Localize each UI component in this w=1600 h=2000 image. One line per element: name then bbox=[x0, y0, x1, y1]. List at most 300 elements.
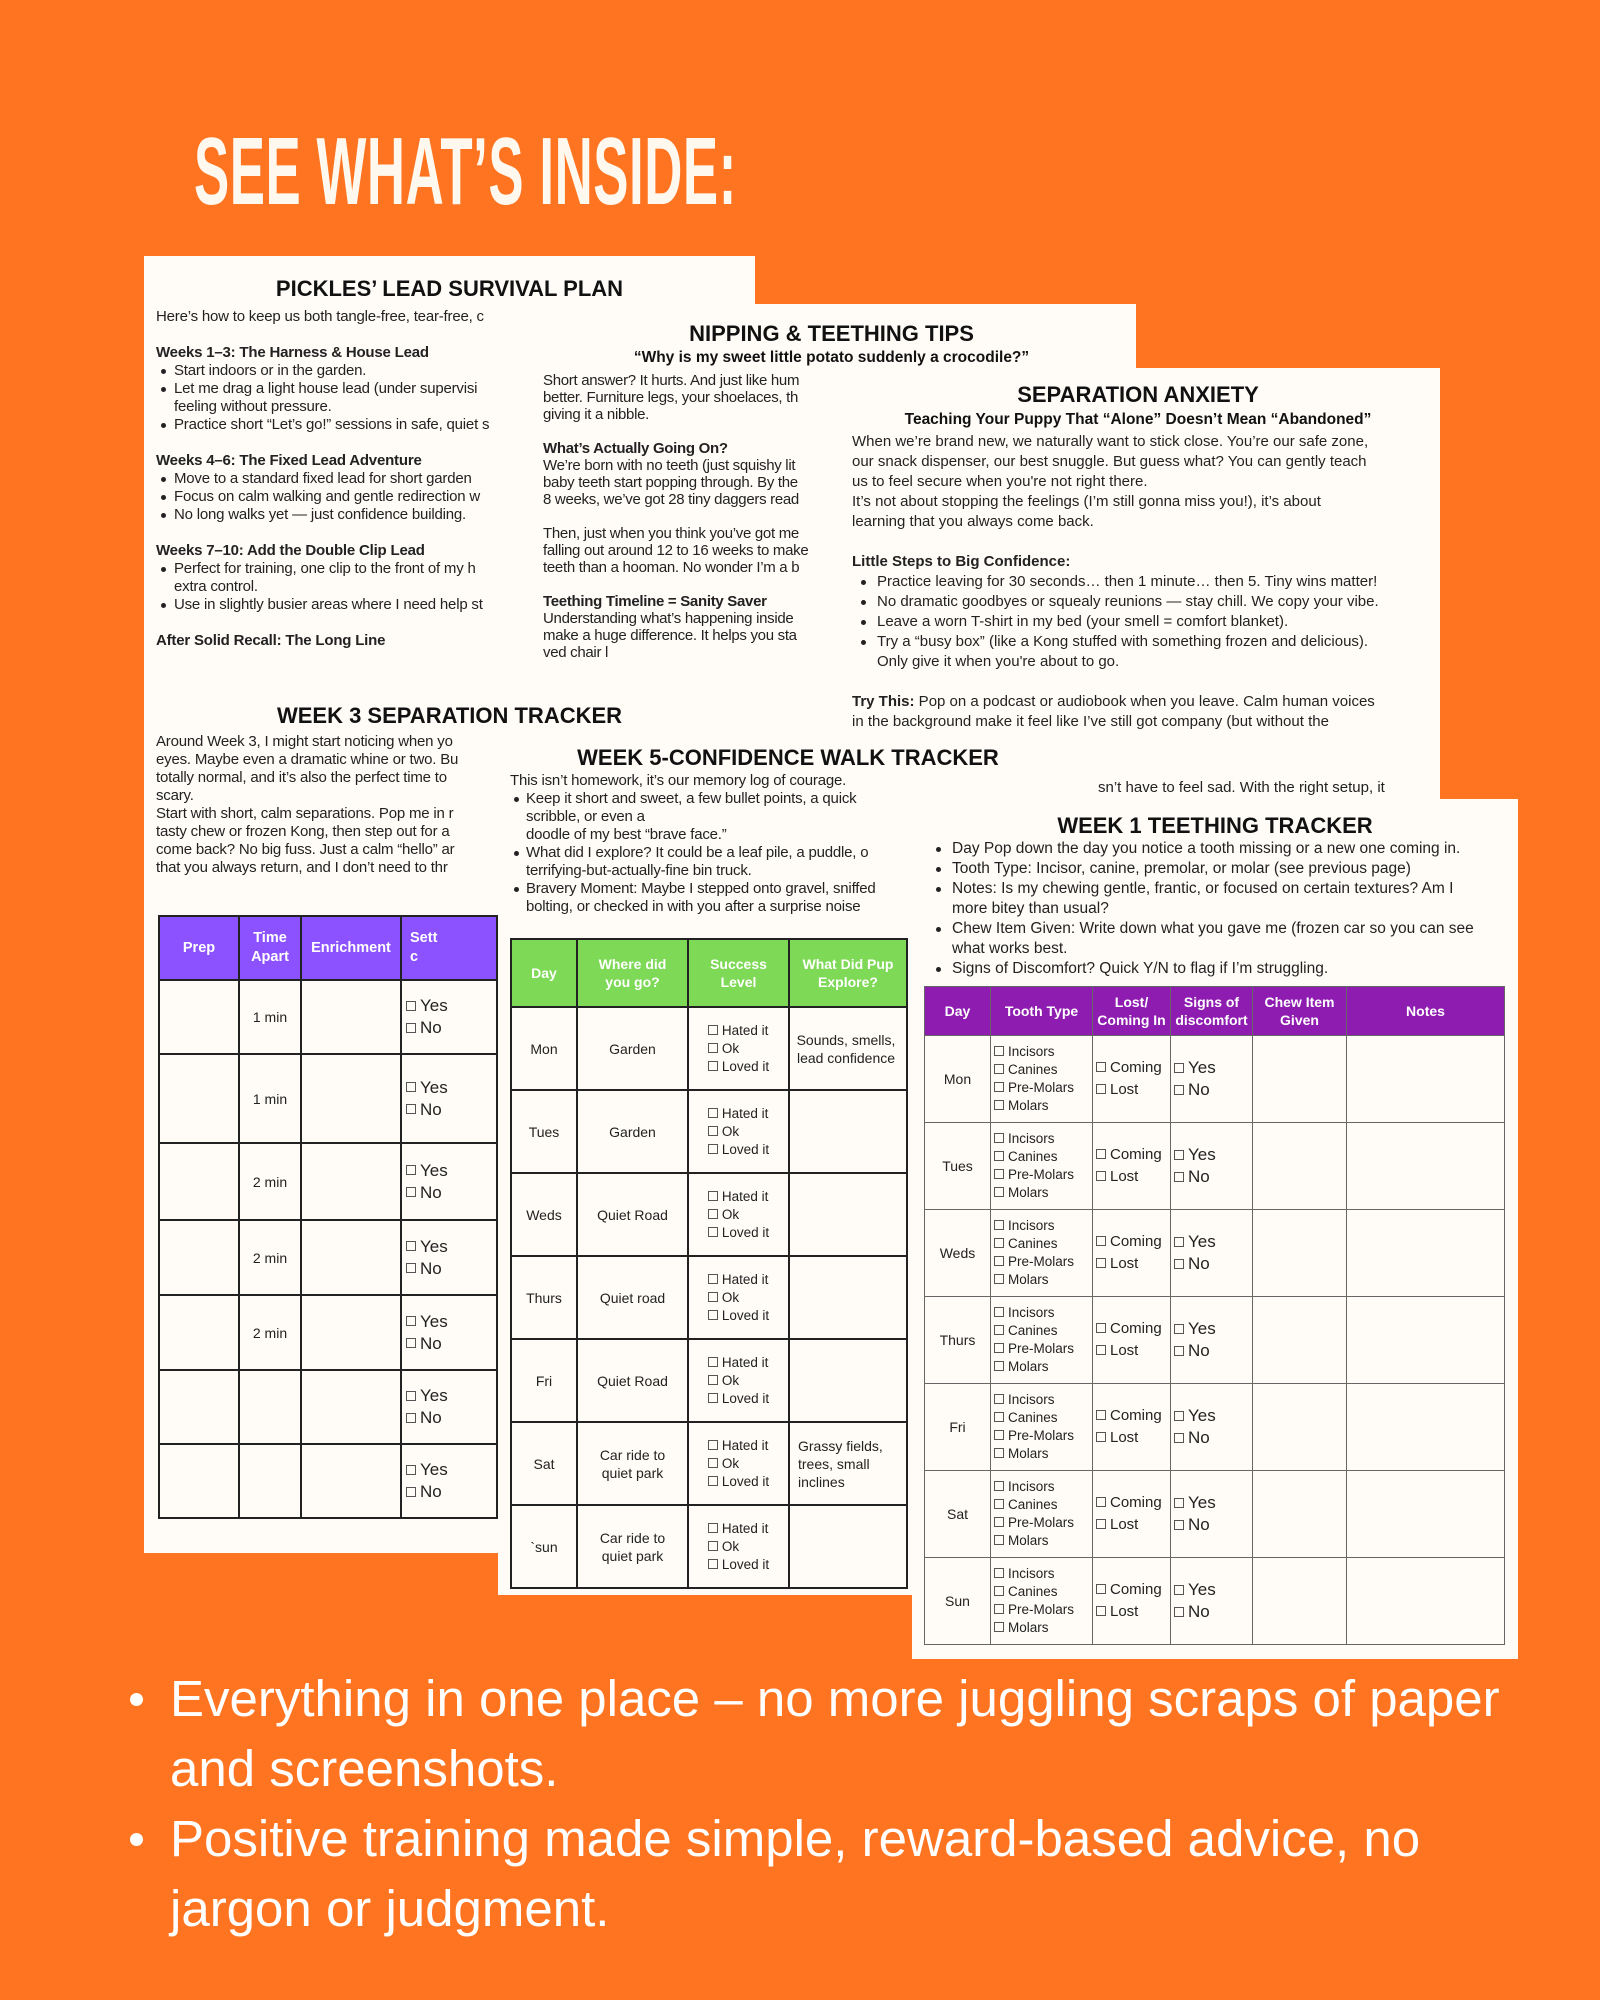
table-cell[interactable]: Thurs bbox=[511, 1256, 577, 1339]
table-row bbox=[511, 1505, 907, 1588]
checkbox[interactable] bbox=[1174, 1346, 1184, 1356]
checkbox-label: Canines bbox=[1008, 1062, 1058, 1077]
checkbox[interactable] bbox=[1174, 1498, 1184, 1508]
checkbox[interactable] bbox=[1096, 1497, 1106, 1507]
text: Leave a worn T-shirt in my bed (your smell = comfort blanket). bbox=[877, 613, 1289, 630]
table-cell[interactable] bbox=[159, 1220, 239, 1295]
checkbox[interactable] bbox=[994, 1169, 1004, 1179]
table-cell[interactable]: 1 min bbox=[239, 1054, 301, 1143]
checkbox-label: Canines bbox=[1008, 1149, 1058, 1164]
table-cell[interactable] bbox=[159, 1444, 239, 1518]
checkbox[interactable] bbox=[708, 1541, 718, 1551]
text: eyes. Maybe even a dramatic whine or two. Bu bbox=[156, 751, 459, 768]
table-cell bbox=[1093, 1558, 1171, 1645]
bullet-icon bbox=[130, 1833, 143, 1846]
checkbox-label: Ok bbox=[721, 1123, 740, 1139]
checkbox[interactable] bbox=[708, 1061, 718, 1071]
bullet-icon bbox=[514, 851, 519, 856]
checkbox[interactable] bbox=[994, 1082, 1004, 1092]
bullet-icon bbox=[936, 927, 941, 932]
table-cell bbox=[1093, 1297, 1171, 1384]
checkbox-option bbox=[994, 1184, 1074, 1202]
checkbox-option bbox=[406, 1311, 448, 1333]
checkbox[interactable] bbox=[994, 1430, 1004, 1440]
checkbox-label: Pre-Molars bbox=[1008, 1254, 1075, 1269]
checkbox[interactable] bbox=[708, 1292, 718, 1302]
checkbox[interactable] bbox=[1096, 1062, 1106, 1072]
checkbox[interactable] bbox=[994, 1448, 1004, 1458]
table-cell[interactable] bbox=[1253, 1558, 1347, 1645]
checkbox-option bbox=[1174, 1427, 1216, 1449]
column-header: Sett c bbox=[401, 916, 497, 980]
table-cell[interactable] bbox=[301, 1370, 401, 1444]
text: We’re born with no teeth (just squishy lit bbox=[543, 457, 796, 474]
checkbox-label: Canines bbox=[1008, 1410, 1058, 1425]
table-cell[interactable] bbox=[1347, 1297, 1505, 1384]
table-cell[interactable]: Fri bbox=[925, 1384, 991, 1471]
checkbox[interactable] bbox=[1174, 1411, 1184, 1421]
checkbox-option bbox=[708, 1455, 769, 1473]
page-body bbox=[156, 308, 524, 650]
checkbox-option bbox=[708, 1372, 769, 1390]
checkbox[interactable] bbox=[1096, 1323, 1106, 1333]
checkbox[interactable] bbox=[708, 1191, 718, 1201]
table-row bbox=[925, 1210, 1505, 1297]
checkbox-option bbox=[708, 1224, 769, 1242]
checkbox-label: No bbox=[420, 1182, 442, 1202]
bullet-icon bbox=[936, 967, 941, 972]
table-cell[interactable] bbox=[159, 980, 239, 1054]
checkbox-label: Molars bbox=[1008, 1533, 1049, 1548]
checkbox[interactable] bbox=[406, 1465, 416, 1475]
table-cell bbox=[401, 1295, 497, 1370]
page-text-fragment: sn’t have to feel sad. With the right setup, it bbox=[1098, 779, 1385, 796]
text: Then, just when you think you’ve got me bbox=[543, 525, 799, 542]
checkbox[interactable] bbox=[406, 1165, 416, 1175]
checkbox-option bbox=[994, 1445, 1074, 1463]
table-cell[interactable] bbox=[1253, 1123, 1347, 1210]
checkbox-option bbox=[1174, 1601, 1216, 1623]
checkbox-option bbox=[1096, 1057, 1162, 1079]
checkbox[interactable] bbox=[1096, 1584, 1106, 1594]
table-cell[interactable]: Grassy fields, trees, small inclines bbox=[789, 1422, 907, 1505]
text: doodle of my best “brave face.” bbox=[526, 826, 727, 843]
checkbox[interactable] bbox=[1096, 1410, 1106, 1420]
checkbox[interactable] bbox=[708, 1357, 718, 1367]
table-cell[interactable] bbox=[1253, 1297, 1347, 1384]
checkbox-option bbox=[1096, 1144, 1162, 1166]
bullet-icon bbox=[936, 867, 941, 872]
checkbox-option bbox=[708, 1289, 769, 1307]
checkbox-option bbox=[1096, 1492, 1162, 1514]
checkbox[interactable] bbox=[994, 1535, 1004, 1545]
checkbox-group bbox=[1096, 1144, 1162, 1188]
table-cell[interactable]: Garden bbox=[577, 1007, 688, 1090]
checkbox[interactable] bbox=[1174, 1063, 1184, 1073]
checkbox[interactable] bbox=[708, 1523, 718, 1533]
feature-bullet bbox=[170, 1664, 1570, 1804]
table-cell[interactable]: Sat bbox=[511, 1422, 577, 1505]
text-line bbox=[543, 457, 835, 474]
table-cell[interactable] bbox=[1253, 1384, 1347, 1471]
checkbox-option bbox=[708, 1141, 769, 1159]
checkbox-option bbox=[708, 1123, 769, 1141]
text-line bbox=[543, 491, 835, 508]
checkbox[interactable] bbox=[406, 1263, 416, 1273]
teething-tracker-table bbox=[924, 986, 1505, 1645]
table-cell[interactable]: Weds bbox=[511, 1173, 577, 1256]
checkbox[interactable] bbox=[994, 1064, 1004, 1074]
checkbox-group bbox=[708, 1022, 769, 1076]
checkbox[interactable] bbox=[994, 1568, 1004, 1578]
checkbox-group bbox=[994, 1565, 1074, 1637]
checkbox[interactable] bbox=[994, 1220, 1004, 1230]
table-cell bbox=[1093, 1123, 1171, 1210]
checkbox-label: Loved it bbox=[721, 1224, 770, 1240]
checkbox-label: Lost bbox=[1110, 1081, 1139, 1098]
table-cell[interactable]: Tues bbox=[511, 1090, 577, 1173]
table-cell[interactable] bbox=[1347, 1210, 1505, 1297]
table-cell[interactable]: Mon bbox=[925, 1036, 991, 1123]
table-cell[interactable] bbox=[789, 1256, 907, 1339]
table-cell[interactable] bbox=[301, 1143, 401, 1220]
checkbox[interactable] bbox=[1096, 1345, 1106, 1355]
checkbox[interactable] bbox=[994, 1307, 1004, 1317]
text: What’s Actually Going On? bbox=[543, 440, 728, 457]
checkbox[interactable] bbox=[708, 1393, 718, 1403]
table-cell[interactable]: Garden bbox=[577, 1090, 688, 1173]
text-line bbox=[926, 939, 1506, 959]
text-line bbox=[543, 389, 835, 406]
table-cell[interactable]: Quiet Road bbox=[577, 1339, 688, 1422]
checkbox-option bbox=[708, 1206, 769, 1224]
table-cell[interactable] bbox=[301, 1054, 401, 1143]
checkbox[interactable] bbox=[1174, 1607, 1184, 1617]
table-cell[interactable]: Car ride to quiet park bbox=[577, 1422, 688, 1505]
checkbox-group bbox=[1174, 1405, 1216, 1449]
table-cell[interactable]: Weds bbox=[925, 1210, 991, 1297]
table-cell[interactable]: `sun bbox=[511, 1505, 577, 1588]
page-title: SEPARATION ANXIETY bbox=[1017, 382, 1259, 407]
checkbox[interactable] bbox=[1096, 1084, 1106, 1094]
checkbox[interactable] bbox=[708, 1043, 718, 1053]
checkbox[interactable] bbox=[994, 1586, 1004, 1596]
checkbox[interactable] bbox=[708, 1310, 718, 1320]
checkbox[interactable] bbox=[1096, 1606, 1106, 1616]
text-line bbox=[543, 610, 835, 627]
text: Only give it when you're about to go. bbox=[877, 653, 1120, 670]
checkbox[interactable] bbox=[406, 1001, 416, 1011]
checkbox[interactable] bbox=[406, 1413, 416, 1423]
checkbox[interactable] bbox=[1096, 1171, 1106, 1181]
checkbox[interactable] bbox=[708, 1375, 718, 1385]
table-cell bbox=[1171, 1210, 1253, 1297]
table-cell[interactable] bbox=[239, 1444, 301, 1518]
checkbox[interactable] bbox=[708, 1559, 718, 1569]
checkbox-group bbox=[994, 1130, 1074, 1202]
bullet-icon bbox=[161, 495, 166, 500]
bullet-item bbox=[156, 362, 524, 380]
checkbox[interactable] bbox=[1096, 1236, 1106, 1246]
page-body bbox=[852, 432, 1427, 732]
checkbox-label: Yes bbox=[420, 1236, 448, 1256]
checkbox[interactable] bbox=[994, 1187, 1004, 1197]
table-cell[interactable] bbox=[159, 1370, 239, 1444]
checkbox-label: Molars bbox=[1008, 1185, 1049, 1200]
checkbox[interactable] bbox=[708, 1476, 718, 1486]
text: Chew Item Given: Write down what you gave me (frozen car so you can see bbox=[952, 920, 1474, 937]
checkbox[interactable] bbox=[1174, 1585, 1184, 1595]
checkbox[interactable] bbox=[1174, 1433, 1184, 1443]
table-cell[interactable]: Thurs bbox=[925, 1297, 991, 1384]
checkbox[interactable] bbox=[994, 1256, 1004, 1266]
checkbox[interactable] bbox=[406, 1241, 416, 1251]
checkbox-option bbox=[1096, 1514, 1162, 1536]
checkbox[interactable] bbox=[994, 1517, 1004, 1527]
checkbox-label: Pre-Molars bbox=[1008, 1167, 1075, 1182]
table-cell bbox=[991, 1471, 1093, 1558]
checkbox[interactable] bbox=[708, 1126, 718, 1136]
checkbox[interactable] bbox=[994, 1100, 1004, 1110]
checkbox-label: Yes bbox=[1188, 1580, 1216, 1599]
checkbox[interactable] bbox=[1174, 1520, 1184, 1530]
checkbox-option bbox=[708, 1556, 769, 1574]
table-cell[interactable]: Quiet Road bbox=[577, 1173, 688, 1256]
checkbox[interactable] bbox=[406, 1023, 416, 1033]
checkbox[interactable] bbox=[994, 1151, 1004, 1161]
table-row bbox=[511, 1090, 907, 1173]
checkbox[interactable] bbox=[1096, 1258, 1106, 1268]
text-line bbox=[510, 772, 906, 790]
text-line bbox=[510, 826, 906, 844]
checkbox[interactable] bbox=[708, 1108, 718, 1118]
checkbox[interactable] bbox=[406, 1316, 416, 1326]
text-line bbox=[543, 644, 835, 661]
checkbox[interactable] bbox=[1096, 1432, 1106, 1442]
checkbox[interactable] bbox=[994, 1274, 1004, 1284]
table-cell[interactable]: 2 min bbox=[239, 1295, 301, 1370]
table-cell[interactable] bbox=[1347, 1471, 1505, 1558]
table-cell[interactable] bbox=[789, 1505, 907, 1588]
checkbox[interactable] bbox=[1174, 1259, 1184, 1269]
checkbox[interactable] bbox=[994, 1499, 1004, 1509]
checkbox[interactable] bbox=[406, 1487, 416, 1497]
table-cell[interactable]: Mon bbox=[511, 1007, 577, 1090]
text: What did I explore? It could be a leaf pile, a puddle, o bbox=[526, 844, 869, 861]
checkbox-label: Yes bbox=[420, 1460, 448, 1479]
checkbox-label: Incisors bbox=[1008, 1479, 1055, 1494]
section-heading bbox=[852, 552, 1427, 572]
checkbox[interactable] bbox=[708, 1440, 718, 1450]
table-cell bbox=[401, 1054, 497, 1143]
bullet-icon bbox=[936, 847, 941, 852]
table-cell[interactable]: 2 min bbox=[239, 1220, 301, 1295]
table-cell bbox=[1093, 1384, 1171, 1471]
feature-bullet bbox=[170, 1804, 1570, 1944]
table-cell[interactable] bbox=[1347, 1123, 1505, 1210]
checkbox-option bbox=[994, 1340, 1074, 1358]
checkbox-label: No bbox=[420, 1099, 442, 1119]
section-heading bbox=[543, 593, 835, 610]
bullet-item bbox=[156, 488, 524, 506]
checkbox-label: Molars bbox=[1008, 1272, 1049, 1287]
checkbox[interactable] bbox=[1096, 1519, 1106, 1529]
table-cell[interactable] bbox=[1253, 1036, 1347, 1123]
table-cell[interactable] bbox=[239, 1370, 301, 1444]
table-cell[interactable]: Sun bbox=[925, 1558, 991, 1645]
text: Little Steps to Big Confidence: bbox=[852, 553, 1071, 570]
checkbox[interactable] bbox=[1174, 1324, 1184, 1334]
table-cell[interactable] bbox=[159, 1054, 239, 1143]
checkbox-option bbox=[708, 1022, 769, 1040]
checkbox[interactable] bbox=[406, 1082, 416, 1092]
bullet-item bbox=[156, 560, 524, 578]
table-cell[interactable] bbox=[789, 1090, 907, 1173]
checkbox-group bbox=[994, 1217, 1074, 1289]
checkbox-label: Yes bbox=[420, 1077, 448, 1097]
checkbox[interactable] bbox=[1174, 1237, 1184, 1247]
checkbox-label: Ok bbox=[721, 1372, 740, 1388]
section-heading bbox=[156, 542, 524, 560]
table-cell[interactable] bbox=[789, 1339, 907, 1422]
text: ved chair l bbox=[543, 644, 609, 661]
checkbox[interactable] bbox=[994, 1343, 1004, 1353]
text: Start indoors or in the garden. bbox=[174, 362, 367, 379]
checkbox[interactable] bbox=[708, 1274, 718, 1284]
table-cell[interactable]: 2 min bbox=[239, 1143, 301, 1220]
checkbox[interactable] bbox=[994, 1412, 1004, 1422]
column-header: Day bbox=[511, 939, 577, 1007]
checkbox[interactable] bbox=[994, 1325, 1004, 1335]
checkbox-group bbox=[1174, 1057, 1216, 1101]
table-cell[interactable] bbox=[159, 1143, 239, 1220]
checkbox[interactable] bbox=[708, 1025, 718, 1035]
checkbox[interactable] bbox=[708, 1458, 718, 1468]
checkbox[interactable] bbox=[708, 1144, 718, 1154]
checkbox-option bbox=[406, 1099, 448, 1121]
table-cell[interactable] bbox=[1253, 1210, 1347, 1297]
table-cell[interactable] bbox=[301, 1444, 401, 1518]
checkbox[interactable] bbox=[1096, 1149, 1106, 1159]
text-line bbox=[852, 712, 1427, 732]
table-cell[interactable] bbox=[789, 1173, 907, 1256]
checkbox[interactable] bbox=[994, 1046, 1004, 1056]
checkbox-label: Incisors bbox=[1008, 1218, 1055, 1233]
checkbox[interactable] bbox=[406, 1391, 416, 1401]
checkbox[interactable] bbox=[994, 1361, 1004, 1371]
text: It’s not about stopping the feelings (I’m still gonna miss you!), it’s about bbox=[852, 493, 1321, 510]
checkbox-label: Yes bbox=[1188, 1058, 1216, 1077]
checkbox-option bbox=[1174, 1253, 1216, 1275]
checkbox-label: Yes bbox=[1188, 1493, 1216, 1512]
blank-line bbox=[156, 434, 524, 452]
checkbox-option bbox=[994, 1166, 1074, 1184]
checkbox-group bbox=[1096, 1405, 1162, 1449]
table-cell[interactable]: Tues bbox=[925, 1123, 991, 1210]
checkbox[interactable] bbox=[1174, 1150, 1184, 1160]
text: falling out around 12 to 16 weeks to make bbox=[543, 542, 809, 559]
checkbox-option bbox=[1174, 1579, 1216, 1601]
table-cell[interactable]: Car ride to quiet park bbox=[577, 1505, 688, 1588]
text: scary. bbox=[156, 787, 194, 804]
bullet-icon bbox=[161, 477, 166, 482]
text: tasty chew or frozen Kong, then step out for a bbox=[156, 823, 450, 840]
checkbox-label: Lost bbox=[1110, 1168, 1139, 1185]
checkbox[interactable] bbox=[406, 1187, 416, 1197]
table-cell[interactable] bbox=[301, 1220, 401, 1295]
feature-bullet-text: Positive training made simple, reward-based advice, no jargon or judgment. bbox=[170, 1810, 1421, 1937]
bullet-item bbox=[852, 572, 1427, 592]
column-header: Day bbox=[925, 987, 991, 1036]
checkbox-option bbox=[708, 1390, 769, 1408]
table-cell[interactable]: Quiet road bbox=[577, 1256, 688, 1339]
table-cell[interactable] bbox=[1347, 1558, 1505, 1645]
table-cell[interactable]: 1 min bbox=[239, 980, 301, 1054]
table-cell[interactable] bbox=[301, 980, 401, 1054]
text: Around Week 3, I might start noticing when yo bbox=[156, 733, 453, 750]
checkbox-label: No bbox=[1188, 1254, 1210, 1273]
text: After Solid Recall: The Long Line bbox=[156, 632, 386, 649]
text: This isn’t homework, it’s our memory log of courage. bbox=[510, 772, 847, 789]
bullet-item bbox=[510, 790, 906, 826]
table-row bbox=[925, 1036, 1505, 1123]
table-cell[interactable] bbox=[1253, 1471, 1347, 1558]
checkbox[interactable] bbox=[1174, 1172, 1184, 1182]
checkbox[interactable] bbox=[708, 1209, 718, 1219]
table-cell bbox=[1171, 1123, 1253, 1210]
checkbox[interactable] bbox=[406, 1104, 416, 1114]
bullet-item bbox=[852, 592, 1427, 612]
checkbox[interactable] bbox=[994, 1394, 1004, 1404]
column-header: Where did you go? bbox=[577, 939, 688, 1007]
text: Weeks 7–10: Add the Double Clip Lead bbox=[156, 542, 425, 559]
checkbox-label: Pre-Molars bbox=[1008, 1515, 1075, 1530]
text: us to feel secure when you're not right there. bbox=[852, 473, 1148, 490]
checkbox[interactable] bbox=[994, 1604, 1004, 1614]
table-cell[interactable] bbox=[1347, 1384, 1505, 1471]
checkbox[interactable] bbox=[708, 1227, 718, 1237]
table-row bbox=[925, 1297, 1505, 1384]
checkbox-group bbox=[708, 1437, 769, 1491]
checkbox[interactable] bbox=[406, 1338, 416, 1348]
table-cell[interactable]: Sounds, smells, lead confidence bbox=[789, 1007, 907, 1090]
table-cell[interactable]: Fri bbox=[511, 1339, 577, 1422]
table-cell[interactable] bbox=[301, 1295, 401, 1370]
checkbox-label: Coming bbox=[1110, 1494, 1162, 1511]
checkbox[interactable] bbox=[994, 1133, 1004, 1143]
bullet-item bbox=[510, 844, 906, 862]
text: No long walks yet — just confidence building. bbox=[174, 506, 466, 523]
checkbox[interactable] bbox=[994, 1622, 1004, 1632]
checkbox-option bbox=[1096, 1231, 1162, 1253]
text-line bbox=[543, 525, 835, 542]
table-cell[interactable] bbox=[159, 1295, 239, 1370]
blank-line bbox=[852, 672, 1427, 692]
bullet-icon bbox=[161, 567, 166, 572]
table-cell[interactable] bbox=[1347, 1036, 1505, 1123]
checkbox-option bbox=[994, 1532, 1074, 1550]
bullet-icon bbox=[161, 369, 166, 374]
checkbox[interactable] bbox=[994, 1238, 1004, 1248]
checkbox-group bbox=[1096, 1231, 1162, 1275]
table-cell[interactable]: Sat bbox=[925, 1471, 991, 1558]
checkbox[interactable] bbox=[1174, 1085, 1184, 1095]
table-cell bbox=[991, 1297, 1093, 1384]
checkbox-option bbox=[994, 1235, 1074, 1253]
checkbox-label: No bbox=[1188, 1167, 1210, 1186]
checkbox[interactable] bbox=[994, 1481, 1004, 1491]
table-header-row bbox=[511, 939, 907, 1007]
